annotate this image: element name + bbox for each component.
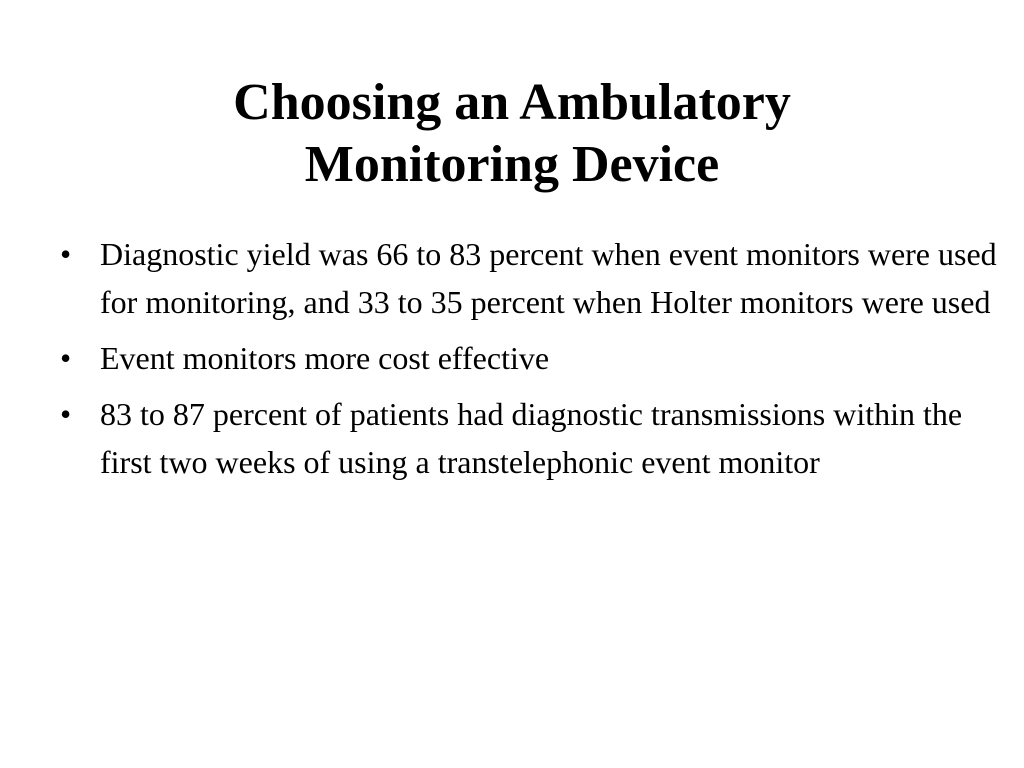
slide-title bbox=[0, 72, 1024, 196]
bullet-text: 83 to 87 percent of patients had diagnostic transmissions within the first two weeks of using a transtelephonic event monitor bbox=[100, 396, 963, 480]
bullet-item-1 bbox=[58, 230, 1008, 326]
bullet-text: Diagnostic yield was 66 to 83 percent when event monitors were used for monitoring, and 33 to 35 percent when Holter monitors were used bbox=[100, 236, 997, 320]
bullet-dot-icon: • bbox=[60, 396, 72, 432]
bullet-dot-icon: • bbox=[60, 340, 72, 376]
bullet-item-2 bbox=[58, 334, 1008, 382]
slide-title-line-2: Monitoring Device bbox=[304, 136, 720, 193]
bullet-item-3 bbox=[58, 390, 1008, 486]
bullet-list bbox=[58, 230, 1008, 494]
bullet-dot-icon: • bbox=[60, 236, 72, 272]
bullet-text: Event monitors more cost effective bbox=[100, 340, 550, 376]
slide-title-line-1: Choosing an Ambulatory bbox=[233, 74, 791, 131]
